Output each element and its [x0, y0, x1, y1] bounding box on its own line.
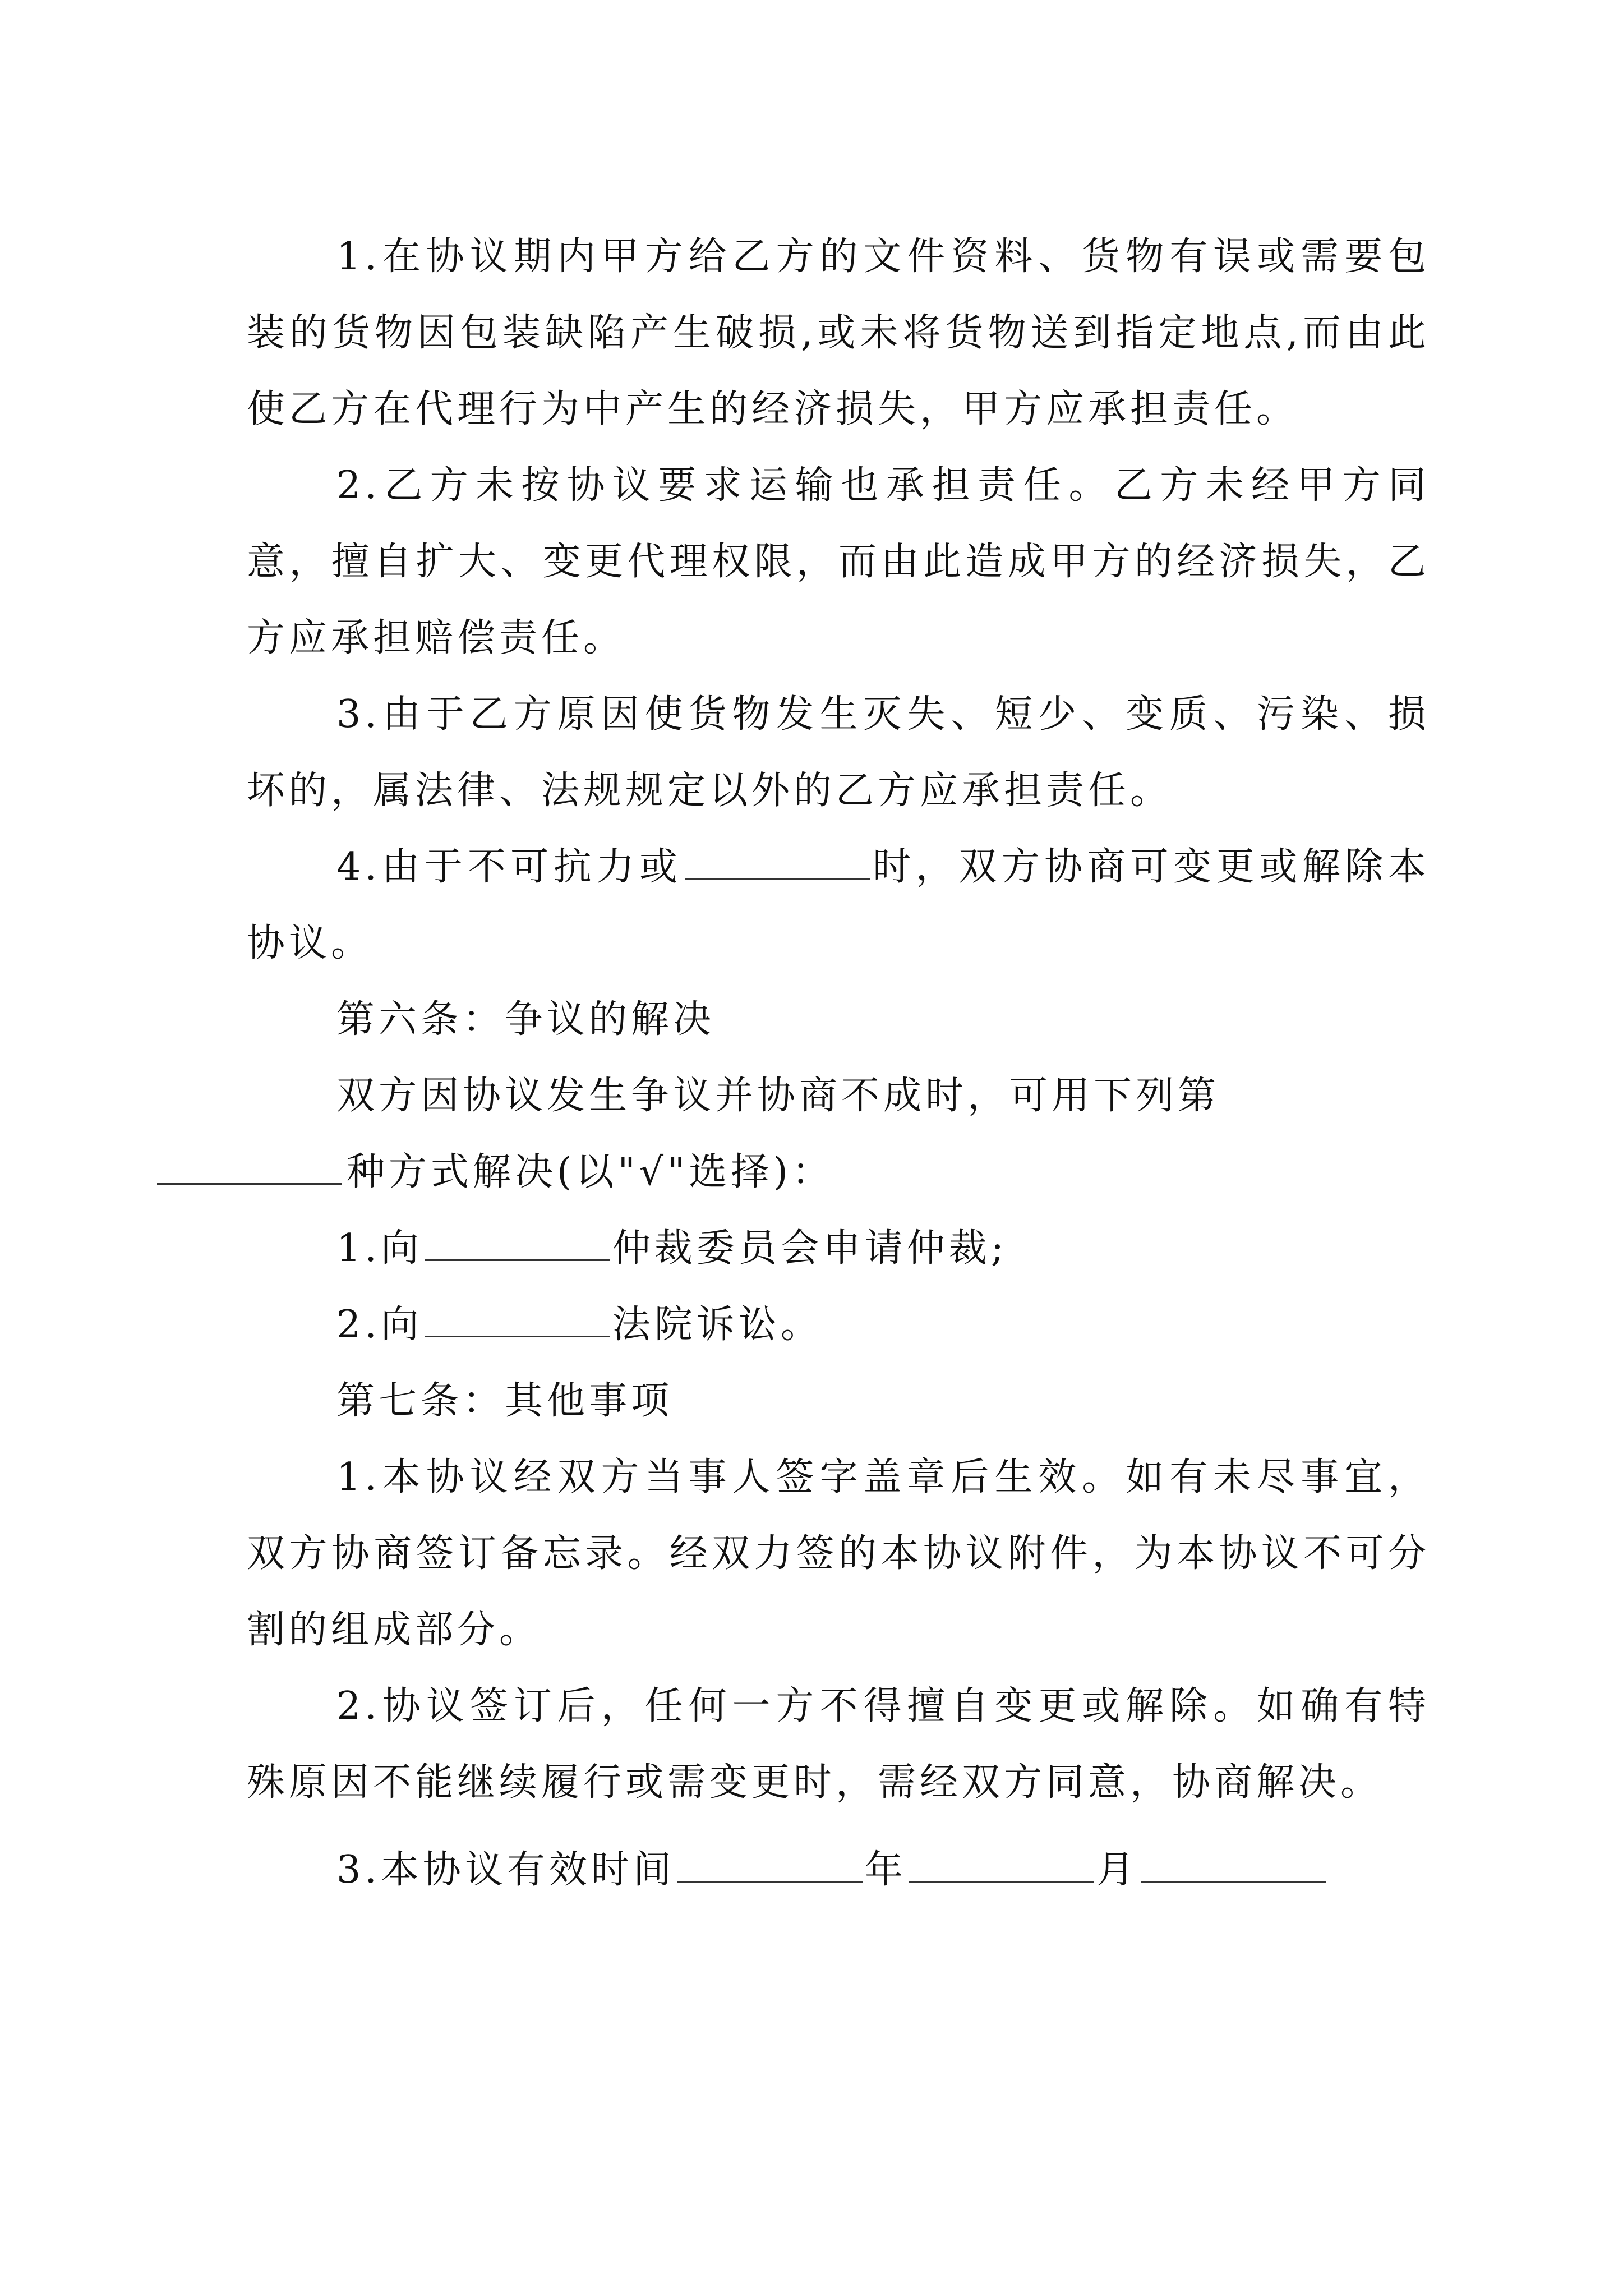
force-majeure-blank[interactable] — [685, 845, 870, 880]
article-6-title: 第六条：争议的解决 — [336, 997, 716, 1042]
month-label: 月 — [1096, 1848, 1138, 1892]
article-6-intro-before: 双方因协议发生争议并协商不成时，可用下列第 — [336, 1074, 1220, 1118]
article-6-item-1-after: 仲裁委员会申请仲裁; — [612, 1226, 1008, 1271]
year-label: 年 — [864, 1848, 907, 1892]
court-blank[interactable] — [425, 1303, 610, 1337]
valid-month-blank[interactable] — [909, 1848, 1094, 1883]
clause-5-item-1-text: 1.在协议期内甲方给乙方的文件资料、货物有误或需要包装的货物因包装缺陷产生破损,或未将货物送到指定地点,而由此使乙方在代理行为中产生的经济损失，甲方应承担责任。 — [247, 234, 1430, 431]
article-7-item-1 — [247, 1439, 1430, 1668]
document-body — [247, 219, 1430, 1908]
clause-5-item-4-after: 时，双方协商可变更或解除本协议。 — [247, 845, 1430, 965]
article-6-item-1 — [247, 1211, 1430, 1287]
article-7-item-2 — [247, 1668, 1430, 1821]
article-6-item-1-before: 1.向 — [336, 1226, 423, 1271]
clause-5-item-1 — [247, 219, 1430, 448]
article-7-title: 第七条：其他事项 — [336, 1379, 674, 1423]
article-7-item-3 — [247, 1832, 1430, 1908]
valid-day-blank[interactable] — [1141, 1848, 1326, 1883]
clause-5-item-3-text: 3.由于乙方原因使货物发生灭失、短少、变质、污染、损坏的，属法律、法规规定以外的乙方应承担责任。 — [247, 692, 1430, 813]
valid-year-blank[interactable] — [677, 1848, 863, 1883]
article-7-item-2-text: 2.协议签订后，任何一方不得擅自变更或解除。如确有特殊原因不能继续履行或需变更时，需经双方同意，协商解决。 — [247, 1684, 1430, 1805]
article-7-item-3-before: 3.本协议有效时间 — [336, 1848, 675, 1892]
article-6-item-2-after: 法院诉讼。 — [612, 1303, 823, 1347]
article-6-intro-after: 种方式解决(以"√"选择)： — [347, 1150, 834, 1194]
article-7-item-1-text: 1.本协议经双方当事人签字盖章后生效。如有未尽事宜，双方协商签订备忘录。经双力签的本协议附件，为本协议不可分割的组成部分。 — [247, 1455, 1430, 1652]
article-6-intro — [247, 1058, 1430, 1211]
clause-5-item-4 — [247, 829, 1430, 982]
article-6-item-2 — [247, 1287, 1430, 1363]
clause-5-item-3 — [247, 677, 1430, 829]
clause-5-item-2-text: 2.乙方未按协议要求运输也承担责任。乙方未经甲方同意，擅自扩大、变更代理权限，而由此造成甲方的经济损失，乙方应承担赔偿责任。 — [247, 463, 1430, 660]
arbitration-committee-blank[interactable] — [425, 1227, 610, 1261]
clause-5-item-4-before: 4.由于不可抗力或 — [336, 845, 683, 889]
dispute-method-blank[interactable] — [157, 1151, 342, 1185]
clause-5-item-2 — [247, 448, 1430, 677]
article-6-item-2-before: 2.向 — [336, 1303, 423, 1347]
